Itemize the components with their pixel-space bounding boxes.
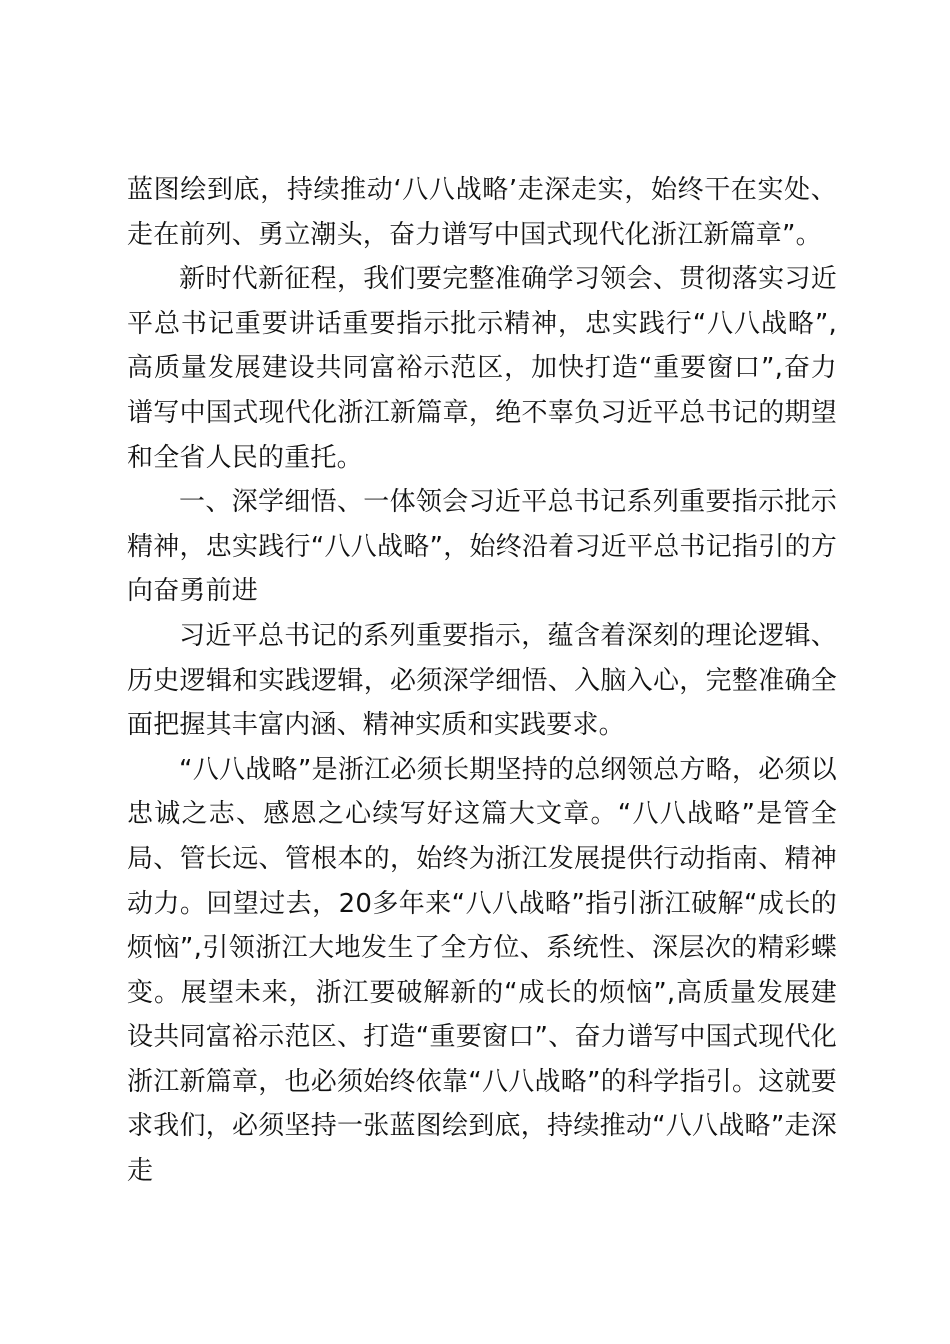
paragraph-continuation: 蓝图绘到底，持续推动‘八八战略’走深走实，始终干在实处、走在前列、勇立潮头，奋力谱写中国式现代化浙江新篇章”。 [127, 175, 837, 250]
section-heading-one: 一、深学细悟、一体领会习近平总书记系列重要指示批示精神，忠实践行“八八战略”，始终沿着习近平总书记指引的方向奋勇前进 [127, 487, 837, 607]
document-body [127, 168, 837, 1194]
paragraph-new-era: 新时代新征程，我们要完整准确学习领会、贯彻落实习近平总书记重要讲话重要指示批示精神，忠实践行“八八战略”,高质量发展建设共同富裕示范区，加快打造“重要窗口”,奋力谱写中国式现代化浙江新篇章，绝不辜负习近平总书记的期望和全省人民的重托。 [127, 264, 837, 473]
paragraph-eight-eight-strategy: “八八战略”是浙江必须长期坚持的总纲领总方略，必须以忠诚之志、感恩之心续写好这篇大文章。“八八战略”是管全局、管长远、管根本的，始终为浙江发展提供行动指南、精神动力。回望过去，20多年来“八八战略”指引浙江破解“成长的烦恼”,引领浙江大地发生了全方位、系统性、深层次的精彩蝶变。展望未来，浙江要破解新的“成长的烦恼”,高质量发展建设共同富裕示范区、打造“重要窗口”、奋力谱写中国式现代化浙江新篇章，也必须始终依靠“八八战略”的科学指引。这就要求我们，必须坚持一张蓝图绘到底，持续推动“八八战略”走深走 [127, 754, 837, 1187]
paragraph-instructions: 习近平总书记的系列重要指示，蕴含着深刻的理论逻辑、历史逻辑和实践逻辑，必须深学细悟、入脑入心，完整准确全面把握其丰富内涵、精神实质和实践要求。 [127, 620, 837, 741]
